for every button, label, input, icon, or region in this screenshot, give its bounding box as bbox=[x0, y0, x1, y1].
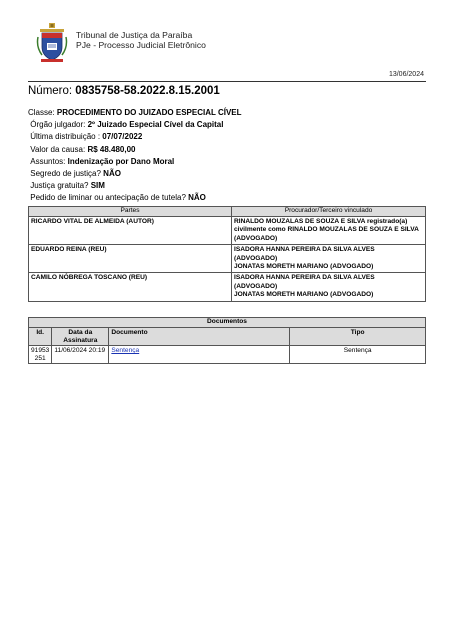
documents-title-row bbox=[29, 318, 426, 328]
field-label: Órgão julgador: bbox=[30, 120, 88, 130]
document-id-cell bbox=[29, 346, 52, 364]
attorney-line: (ADVOGADO) bbox=[234, 234, 278, 242]
table-row bbox=[29, 245, 426, 273]
field-class bbox=[28, 107, 242, 119]
field-label: Classe: bbox=[28, 108, 57, 117]
header-divider bbox=[28, 81, 426, 82]
system-name: PJe - Processo Judicial Eletrônico bbox=[76, 40, 206, 50]
attorney-line: civilmente como RINALDO MOUZALAS DE SOUZA E SILVA bbox=[234, 226, 419, 234]
field-value: Indenização por Dano Moral bbox=[67, 156, 175, 166]
field-value: 07/07/2022 bbox=[102, 132, 143, 142]
field-label: Valor da causa: bbox=[30, 144, 88, 154]
process-number-value: 0835758-58.2022.8.15.2001 bbox=[75, 85, 220, 97]
parties-column-header: Partes bbox=[29, 207, 232, 217]
field-subjects bbox=[28, 156, 242, 168]
documents-table bbox=[28, 317, 426, 364]
document-column-header: Documento bbox=[109, 328, 290, 346]
attorney-line: (ADVOGADO) bbox=[234, 282, 278, 290]
table-row bbox=[29, 273, 426, 301]
field-last-distribution bbox=[28, 131, 242, 143]
type-column-header: Tipo bbox=[290, 328, 426, 346]
attorney-line: ISADORA HANNA PEREIRA DA SILVA ALVES bbox=[234, 246, 375, 254]
court-crest-logo bbox=[36, 23, 68, 63]
table-row bbox=[29, 346, 426, 364]
field-label: Justiça gratuita? bbox=[30, 181, 91, 191]
field-case-value bbox=[28, 144, 242, 156]
attorney-line: (ADVOGADO) bbox=[234, 254, 278, 262]
documents-table-title: Documentos bbox=[29, 318, 426, 328]
process-details bbox=[28, 107, 242, 205]
attorney-cell bbox=[232, 245, 426, 273]
field-value: NÃO bbox=[188, 193, 206, 203]
field-label: Última distribuição : bbox=[30, 132, 103, 142]
party-cell: CAMILO NÓBREGA TOSCANO (REU) bbox=[29, 273, 232, 301]
party-cell: EDUARDO REINA (REU) bbox=[29, 245, 232, 273]
field-value: 2º Juizado Especial Cível da Capital bbox=[87, 120, 224, 130]
signature-date-column-header bbox=[52, 328, 109, 346]
signature-date-cell: 11/06/2024 20:19 bbox=[52, 346, 109, 364]
process-number bbox=[28, 85, 220, 97]
attorney-cell bbox=[232, 217, 426, 245]
field-value: NÃO bbox=[103, 168, 121, 178]
field-label: Assuntos: bbox=[30, 156, 68, 166]
table-row bbox=[29, 217, 426, 245]
field-label: Segredo de justiça? bbox=[30, 168, 104, 178]
attorney-line: RINALDO MOUZALAS DE SOUZA E SILVA registrado(a) bbox=[234, 218, 408, 225]
header-line: Data da bbox=[68, 329, 93, 336]
field-secrecy bbox=[28, 168, 242, 180]
court-name: Tribunal de Justiça da Paraíba bbox=[76, 30, 193, 40]
id-line: 91953 bbox=[31, 347, 50, 354]
document-cell bbox=[109, 346, 290, 364]
documents-header-row bbox=[29, 328, 426, 346]
field-court-body bbox=[28, 119, 242, 131]
id-line: 251 bbox=[34, 354, 46, 362]
attorney-line: JONATAS MORETH MARIANO (ADVOGADO) bbox=[234, 263, 374, 271]
field-value: PROCEDIMENTO DO JUIZADO ESPECIAL CÍVEL bbox=[56, 108, 242, 117]
field-label: Pedido de liminar ou antecipação de tutela? bbox=[30, 193, 189, 203]
print-date: 13/06/2024 bbox=[388, 71, 424, 78]
party-cell: RICARDO VITAL DE ALMEIDA (AUTOR) bbox=[29, 217, 232, 245]
attorney-line: ISADORA HANNA PEREIRA DA SILVA ALVES bbox=[234, 274, 375, 282]
id-column-header: Id. bbox=[29, 328, 52, 346]
field-value: SIM bbox=[90, 181, 105, 191]
document-type-cell: Sentença bbox=[290, 346, 426, 364]
process-number-label: Número: bbox=[28, 85, 76, 97]
court-title-block bbox=[76, 30, 206, 50]
header-line: Assinatura bbox=[63, 336, 98, 344]
field-free-justice bbox=[28, 180, 242, 192]
field-value: R$ 48.480,00 bbox=[87, 144, 136, 154]
attorneys-column-header: Procurador/Terceiro vinculado bbox=[232, 207, 426, 217]
field-injunction-request bbox=[28, 192, 242, 204]
parties-header-row bbox=[29, 207, 426, 217]
document-link[interactable]: Sentença bbox=[111, 347, 140, 354]
parties-table bbox=[28, 206, 426, 302]
attorney-line: JONATAS MORETH MARIANO (ADVOGADO) bbox=[234, 291, 374, 299]
attorney-cell bbox=[232, 273, 426, 301]
